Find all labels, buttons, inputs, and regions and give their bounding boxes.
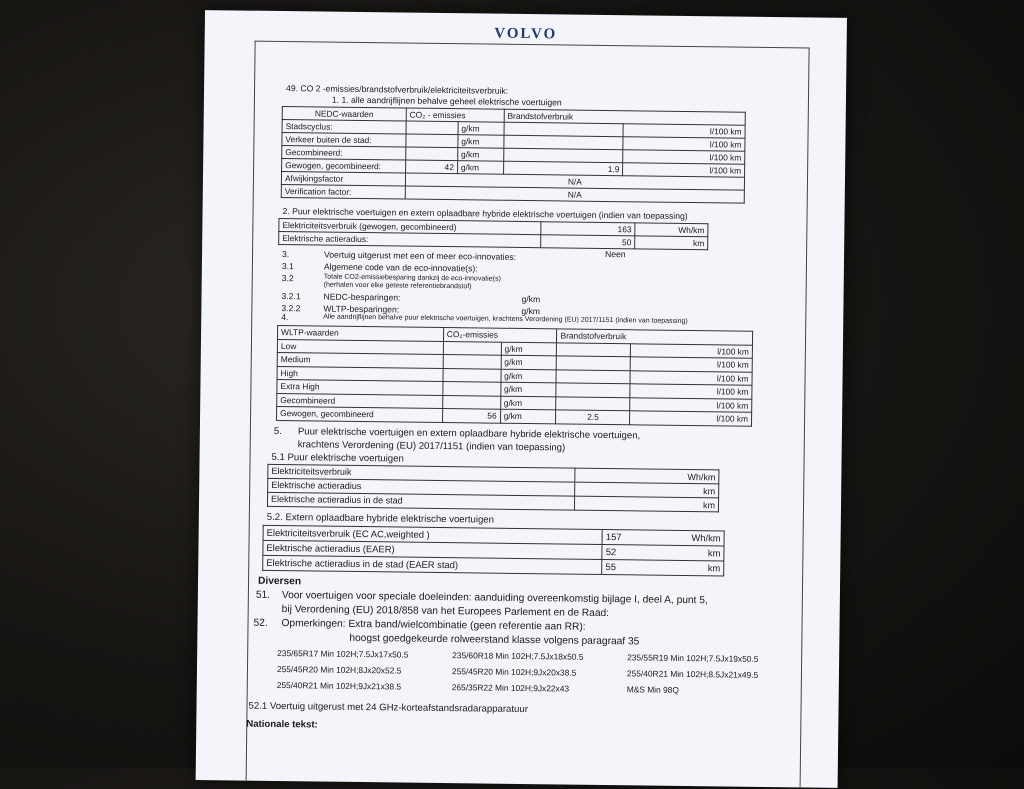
item-3-2-1-number: 3.2.1: [281, 291, 301, 302]
co2-value: [406, 147, 458, 161]
item-3-text: Voertuig uitgerust met een of meer eco-innovaties:: [323, 249, 517, 262]
item-4-number: 4.: [281, 312, 289, 323]
row-value: 50: [540, 235, 635, 249]
item-3-2-text-b: (herhalen voor elke geteste referentiebrandstof): [323, 281, 472, 291]
row-label: Verkeer buiten de stad:: [282, 133, 406, 148]
pure-electric-table: [267, 464, 719, 513]
row-unit: Wh/km: [645, 469, 719, 484]
item-51-number: 51.: [255, 589, 271, 601]
nedc-header-label: NEDC-waarden: [282, 107, 406, 122]
fuel-unit: l/100 km: [630, 384, 752, 399]
item-51-text-a: Voor voertuigen voor speciale doeleinden: aanduiding overeenkomstig bijlage I, deel A, punt 5,: [281, 590, 708, 607]
row-label: Low: [277, 339, 443, 355]
row-value: [575, 468, 645, 483]
item-3-2-2-unit: g/km: [521, 305, 541, 317]
row-value: 55: [602, 559, 652, 575]
item-5-text-b: krachtens Verordening (EU) 2017/1151 (indien van toepassing): [297, 439, 566, 454]
section-5-1-title: 5.1 Puur elektrische voertuigen: [271, 451, 404, 465]
row-value: 163: [540, 222, 635, 236]
item-3-2-1-unit: g/km: [521, 293, 541, 305]
co2-unit: g/km: [457, 161, 503, 175]
fuel-unit: l/100 km: [623, 124, 745, 138]
row-label: Elektrische actieradius (EAER): [263, 540, 602, 559]
deviation-value: N/A: [405, 173, 744, 190]
item-51-text-b: bij Verordening (EU) 2018/858 van het Europees Parlement en de Raad:: [281, 604, 610, 620]
row-unit: km: [652, 560, 724, 576]
document-sheet: [196, 10, 847, 788]
list-item: 255/40R21 Min 102H;9Jx21x38.5: [276, 680, 402, 692]
fuel-unit: l/100 km: [630, 357, 752, 372]
item-3-value: Neen: [605, 248, 626, 260]
section-49-title: 49. CO 2 -emissies/brandstofverbruik/elektriciteitsverbruik:: [286, 83, 509, 96]
diversen-heading: Diversen: [257, 575, 302, 588]
row-label: Elektriciteitsverbruik (EC AC,weighted ): [263, 525, 602, 544]
row-unit: Wh/km: [652, 530, 724, 546]
co2-unit: g/km: [457, 148, 503, 162]
row-label: Gecombineerd: [277, 393, 443, 409]
list-item: 235/65R17 Min 102H;7.5Jx17x50.5: [277, 648, 409, 660]
fuel-value: [557, 342, 631, 356]
wltp-table: [276, 325, 753, 426]
verification-value: N/A: [405, 186, 744, 203]
co2-value: [406, 134, 458, 148]
co2-value: [443, 368, 501, 382]
co2-unit: g/km: [458, 135, 504, 149]
fuel-unit: l/100 km: [630, 370, 752, 385]
nedc-table: [281, 106, 746, 204]
fuel-unit: l/100 km: [623, 150, 745, 164]
co2-unit: g/km: [501, 342, 557, 356]
row-label: Stadscyclus:: [282, 120, 406, 135]
list-item: 255/45R20 Min 102H;8Jx20x52.5: [276, 664, 402, 676]
list-item: 265/35R22 Min 102H;9Jx22x43: [451, 682, 570, 694]
fuel-unit: l/100 km: [631, 343, 753, 358]
co2-unit: g/km: [500, 382, 556, 396]
deviation-label: Afwijkingsfactor: [281, 172, 405, 187]
fuel-unit: l/100 km: [630, 397, 752, 412]
item-52-text-a: Opmerkingen: Extra band/wielcombinatie (geen referentie aan RR):: [281, 618, 586, 633]
row-unit: km: [645, 497, 719, 512]
fuel-value: 1.9: [503, 161, 623, 175]
section-2-title: 2. Puur elektrische voertuigen en extern oplaadbare hybride elektrische voertuigen (indien van toepassing): [282, 206, 688, 221]
fuel-unit: l/100 km: [630, 411, 752, 426]
row-label: Medium: [277, 352, 443, 368]
row-unit: km: [645, 483, 719, 498]
co2-value: 42: [405, 160, 457, 174]
item-3-2-2-number: 3.2.2: [281, 303, 301, 314]
co2-value: 56: [442, 409, 500, 423]
row-label: Gecombineerd:: [282, 146, 406, 161]
row-label: High: [277, 366, 443, 382]
item-3-2-number: 3.2: [281, 273, 294, 284]
row-unit: Wh/km: [635, 223, 708, 237]
item-52-text-b: hoogst goedgekeurde rolweerstand klasse volgens paragraaf 35: [349, 632, 640, 648]
row-label: Elektrische actieradius in de stad (EAER stad): [263, 555, 602, 574]
wltp-header-label: WLTP-waarden: [278, 325, 444, 341]
row-label: Gewogen, gecombineerd:: [282, 159, 406, 174]
co2-unit: g/km: [500, 409, 556, 423]
item-3-2-text-a: Totale CO2-emissiebesparing dankzij de eco-innovatie(s): [323, 273, 501, 283]
row-label: Gewogen, gecombineerd: [277, 406, 443, 422]
fuel-value: [557, 356, 631, 370]
row-label: Elektrische actieradius:: [279, 231, 541, 247]
row-label: Elektriciteitsverbruik (gewogen, gecombineerd): [279, 218, 541, 234]
list-item: 235/60R18 Min 102H;7.5Jx18x50.5: [452, 650, 584, 662]
item-3-1-number: 3.1: [281, 261, 294, 272]
item-52-number: 52.: [253, 617, 268, 629]
item-5-text-a: Puur elektrische voertuigen en extern oplaadbare hybride elektrische voertuigen,: [297, 426, 641, 442]
co2-value: [442, 395, 500, 409]
item-4-text: Alle aandrijflijnen behalve puur elektrische voertuigen, krachtens Verordening (EU) 2017/1151 (indien van toepassing): [323, 313, 688, 325]
row-unit: km: [652, 545, 724, 561]
list-item: 255/45R20 Min 102H;9Jx20x38.5: [451, 666, 577, 678]
list-item: 255/40R21 Min 102H;8.5Jx21x49.5: [626, 668, 759, 680]
hybrid-electric-table: [262, 525, 725, 577]
tire-column-1: [277, 645, 409, 695]
wltp-header-fuel: Brandstofverbruik: [557, 329, 753, 345]
co2-unit: g/km: [501, 355, 557, 369]
tire-column-3: [627, 649, 759, 699]
fuel-value: 2.5: [556, 410, 630, 424]
co2-value: [443, 382, 501, 396]
section-5-2-title: 5.2. Extern oplaadbare hybride elektrische voertuigen: [266, 511, 495, 526]
list-item: M&S Min 98Q: [626, 684, 679, 695]
co2-value: [443, 355, 501, 369]
fuel-value: [556, 396, 630, 410]
wltp-header-co2: CO₂-emissies: [443, 328, 557, 343]
volvo-logo: VOLVO: [494, 25, 558, 43]
fuel-unit: l/100 km: [623, 137, 745, 151]
row-label: Elektrische actieradius in de stad: [267, 492, 575, 510]
co2-value: [406, 121, 458, 135]
row-value: [575, 496, 645, 511]
fuel-value: [556, 369, 630, 383]
item-3-1-text: Algemene code van de eco-innovatie(s):: [323, 261, 478, 274]
fuel-unit: l/100 km: [623, 163, 745, 177]
tire-column-2: [452, 647, 584, 697]
row-value: 157: [602, 529, 652, 545]
row-unit: km: [635, 236, 708, 250]
item-3-number: 3.: [281, 249, 290, 260]
section-49-subtitle: 1. 1. alle aandrijflijnen behalve geheel elektrische voertuigen: [331, 94, 562, 108]
item-52-1-text: 52.1 Voertuig uitgerust met 24 GHz-korteafstandsradarapparatuur: [248, 700, 529, 716]
row-value: 52: [602, 544, 652, 560]
item-3-2-2-text: WLTP-besparingen:: [323, 303, 400, 315]
row-value: [575, 482, 645, 497]
co2-unit: g/km: [458, 122, 504, 136]
item-5-number: 5.: [273, 425, 282, 438]
nedc-header-co2: CO₂ - emissies: [406, 108, 504, 122]
list-item: 235/55R19 Min 102H;7.5Jx19x50.5: [627, 652, 759, 664]
nedc-header-fuel: Brandstofverbruik: [504, 109, 745, 125]
row-label: Elektrische actieradius: [268, 478, 576, 496]
row-label: Extra High: [277, 379, 443, 395]
row-label: Elektriciteitsverbruik: [268, 464, 576, 482]
item-3-2-1-text: NEDC-besparingen:: [323, 291, 401, 303]
co2-unit: g/km: [500, 396, 556, 410]
fuel-value: [556, 383, 630, 397]
co2-value: [443, 341, 501, 355]
electric-table: [278, 218, 708, 250]
verification-label: Verification factor:: [281, 185, 405, 200]
national-text-label: Nationale tekst:: [246, 718, 318, 731]
co2-unit: g/km: [501, 369, 557, 383]
